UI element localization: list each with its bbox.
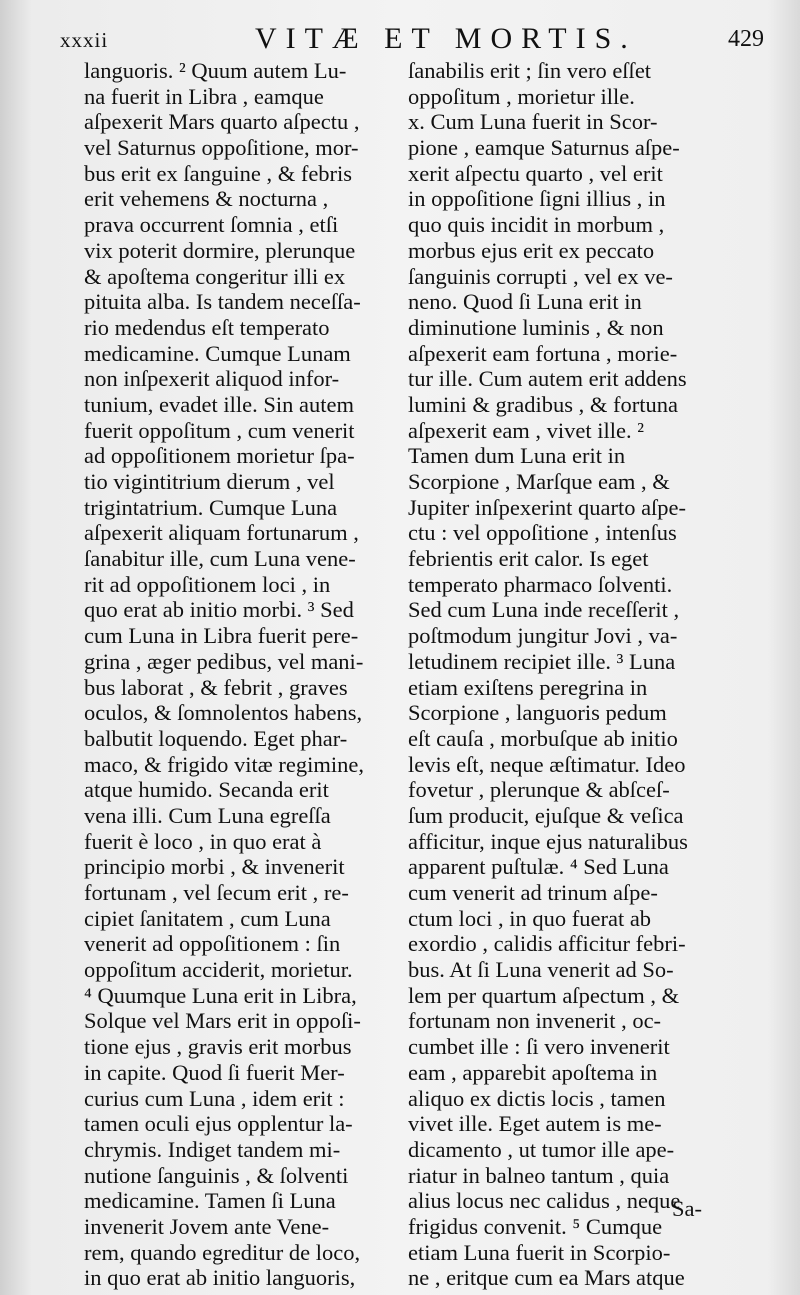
text-line: ctum loci , in quo fuerat ab bbox=[408, 905, 652, 931]
text-line: ſanguinis corrupti , vel ex ve- bbox=[408, 263, 673, 289]
text-line: Jupiter inſpexerint quarto aſpe- bbox=[408, 494, 687, 520]
text-line: & apoſtema congeritur illi ex bbox=[84, 263, 346, 289]
text-line: alius locus nec calidus , neque bbox=[408, 1188, 681, 1214]
text-line: languoris. ² Quum autem Lu- bbox=[84, 58, 347, 83]
text-line: balbutit loquendo. Eget phar- bbox=[84, 725, 348, 751]
text-line: diminutione luminis , & non bbox=[408, 314, 664, 340]
text-line: atque humido. Secanda erit bbox=[84, 777, 329, 803]
folio-signature: xxxii bbox=[60, 28, 109, 52]
text-line: bus laborat , & febrit , graves bbox=[84, 674, 348, 700]
text-line: bus erit ex ſanguine , & febris bbox=[84, 160, 353, 186]
text-line: aſpexerit eam fortuna , morie- bbox=[408, 340, 678, 366]
text-line: pione , eamque Saturnus aſpe- bbox=[408, 135, 680, 161]
text-line: Tamen dum Luna erit in bbox=[408, 443, 626, 469]
text-line: etiam Luna fuerit in Scorpio- bbox=[408, 1239, 671, 1265]
text-line: exordio , calidis afficitur febri- bbox=[408, 931, 686, 957]
text-line: cum venerit ad trinum aſpe- bbox=[408, 880, 658, 905]
text-line: ⁴ Quumque Luna erit in Libra, bbox=[84, 982, 357, 1008]
text-line: aſpexerit eam , vivet ille. ² bbox=[408, 417, 645, 443]
text-line: erit vehemens & nocturna , bbox=[84, 186, 329, 212]
text-line: Scorpione , Marſque eam , & bbox=[408, 469, 670, 494]
text-line: neno. Quod ſi Luna erit in bbox=[408, 289, 642, 315]
text-line: venerit ad oppoſitionem : ſin bbox=[84, 931, 341, 957]
text-line: x. Cum Luna fuerit in Scor- bbox=[408, 109, 658, 135]
text-line: lem per quartum aſpectum , & bbox=[408, 982, 680, 1008]
text-line: afficitur, inque ejus naturalibus bbox=[408, 828, 688, 854]
text-line: invenerit Jovem ante Vene- bbox=[84, 1213, 330, 1239]
text-line: Solque vel Mars erit in oppoſi- bbox=[84, 1008, 361, 1034]
text-line: cum Luna in Libra fuerit pere- bbox=[84, 623, 359, 649]
text-line: aſpexerit aliquam fortunarum , bbox=[84, 520, 359, 546]
text-line: oppoſitum acciderit, morietur. bbox=[84, 957, 353, 983]
text-line: eſt cauſa , morbuſque ab initio bbox=[408, 725, 678, 751]
text-line: nutione ſanguinis , & ſolventi bbox=[84, 1162, 349, 1188]
text-line: in quo erat ab initio languoris, bbox=[84, 1265, 356, 1291]
text-line: maco, & frigido vitæ regimine, bbox=[84, 751, 364, 777]
text-line: Sed cum Luna inde receſſerit , bbox=[408, 597, 680, 623]
text-line: vix poterit dormire, plerunque bbox=[84, 237, 356, 263]
text-line: etiam exiſtens peregrina in bbox=[408, 674, 648, 700]
text-line: fuerit è loco , in quo erat à bbox=[84, 828, 322, 854]
text-line: Scorpione , languoris pedum bbox=[408, 700, 667, 726]
text-line: eam , apparebit apoſtema in bbox=[408, 1059, 658, 1085]
text-line: vivet ille. Eget autem is me- bbox=[408, 1111, 662, 1137]
text-line: fortunam , vel ſecum erit , re- bbox=[84, 880, 349, 905]
text-line: ad oppoſitionem morietur ſpa- bbox=[84, 443, 355, 469]
text-line: cumbet ille : ſi vero invenerit bbox=[408, 1034, 670, 1060]
page-header bbox=[60, 22, 780, 58]
left-text-column bbox=[84, 58, 394, 1291]
text-line: morbus ejus erit ex peccato bbox=[408, 237, 655, 263]
text-line: cipiet ſanitatem , cum Luna bbox=[84, 905, 331, 931]
text-line: pituita alba. Is tandem neceſſa- bbox=[84, 289, 361, 315]
text-line: prava occurrent ſomnia , etſi bbox=[84, 212, 339, 238]
text-line: fuerit oppoſitum , cum venerit bbox=[84, 417, 355, 443]
text-line: letudinem recipiet ille. ³ Luna bbox=[408, 648, 676, 674]
text-line: trigintatrium. Cumque Luna bbox=[84, 494, 338, 520]
text-line: aſpexerit Mars quarto aſpectu , bbox=[84, 109, 360, 135]
text-line: fortunam non invenerit , oc- bbox=[408, 1008, 662, 1034]
text-line: oppoſitum , morietur ille. bbox=[408, 83, 635, 109]
text-line: temperato pharmaco ſolventi. bbox=[408, 571, 673, 597]
text-line: curius cum Luna , idem erit : bbox=[84, 1085, 345, 1111]
text-line: medicamine. Cumque Lunam bbox=[84, 340, 351, 366]
text-line: ſanabilis erit ; ſin vero eſſet bbox=[408, 58, 652, 83]
text-line: ſum producit, ejuſque & veſica bbox=[408, 802, 684, 828]
text-line: ſanabitur ille, cum Luna vene- bbox=[84, 546, 356, 572]
text-line: tur ille. Cum autem erit addens bbox=[408, 366, 687, 392]
text-line: rit ad oppoſitionem loci , in bbox=[84, 571, 331, 597]
text-line: vena illi. Cum Luna egreſſa bbox=[84, 802, 331, 828]
text-line: levis eſt, neque æſtimatur. Ideo bbox=[408, 751, 686, 777]
right-text-column bbox=[408, 58, 710, 1291]
text-line: bus. At ſi Luna venerit ad So- bbox=[408, 957, 674, 983]
text-line: tio vigintitrium dierum , vel bbox=[84, 469, 335, 494]
running-title: VITÆ ET MORTIS. bbox=[255, 22, 637, 55]
text-line: aliquo ex dictis locis , tamen bbox=[408, 1085, 666, 1111]
text-line: rio medendus eſt temperato bbox=[84, 314, 330, 340]
text-line: vel Saturnus oppoſitione, mor- bbox=[84, 135, 359, 161]
text-line: oculos, & ſomnolentos habens, bbox=[84, 700, 363, 726]
text-line: frigidus convenit. ⁵ Cumque bbox=[408, 1213, 663, 1239]
text-line: lumini & gradibus , & fortuna bbox=[408, 391, 678, 417]
text-line: quo erat ab initio morbi. ³ Sed bbox=[84, 597, 354, 623]
text-line: febrientis erit calor. Is eget bbox=[408, 546, 649, 572]
text-line: tamen oculi ejus opplentur la- bbox=[84, 1111, 353, 1137]
text-line: tunium, evadet ille. Sin autem bbox=[84, 391, 354, 417]
text-line: principio morbi , & invenerit bbox=[84, 854, 345, 880]
catchword: Sa- bbox=[672, 1196, 702, 1221]
text-line: dicamento , ut tumor ille ape- bbox=[408, 1136, 675, 1162]
text-line: riatur in balneo tantum , quia bbox=[408, 1162, 670, 1188]
text-line: na fuerit in Libra , eamque bbox=[84, 83, 324, 109]
text-line: in capite. Quod ſi fuerit Mer- bbox=[84, 1059, 345, 1085]
text-line: ne , eritque cum ea Mars atque bbox=[408, 1265, 685, 1291]
text-line: grina , æger pedibus, vel mani- bbox=[84, 648, 364, 674]
text-line: medicamine. Tamen ſi Luna bbox=[84, 1188, 336, 1214]
text-line: rem, quando egreditur de loco, bbox=[84, 1239, 361, 1265]
text-line: xerit aſpectu quarto , vel erit bbox=[408, 160, 663, 186]
text-line: quo quis incidit in morbum , bbox=[408, 212, 665, 238]
text-line: fovetur , plerunque & abſceſ- bbox=[408, 777, 670, 803]
text-line: tione ejus , gravis erit morbus bbox=[84, 1034, 352, 1060]
text-line: in oppoſitione ſigni illius , in bbox=[408, 186, 666, 212]
text-line: poſtmodum jungitur Jovi , va- bbox=[408, 623, 678, 649]
page-number: 429 bbox=[728, 26, 764, 52]
text-line: chrymis. Indiget tandem mi- bbox=[84, 1136, 341, 1162]
text-line: non inſpexerit aliquod infor- bbox=[84, 366, 340, 392]
text-line: ctu : vel oppoſitione , intenſus bbox=[408, 520, 677, 546]
text-line: apparent puſtulæ. ⁴ Sed Luna bbox=[408, 854, 669, 880]
